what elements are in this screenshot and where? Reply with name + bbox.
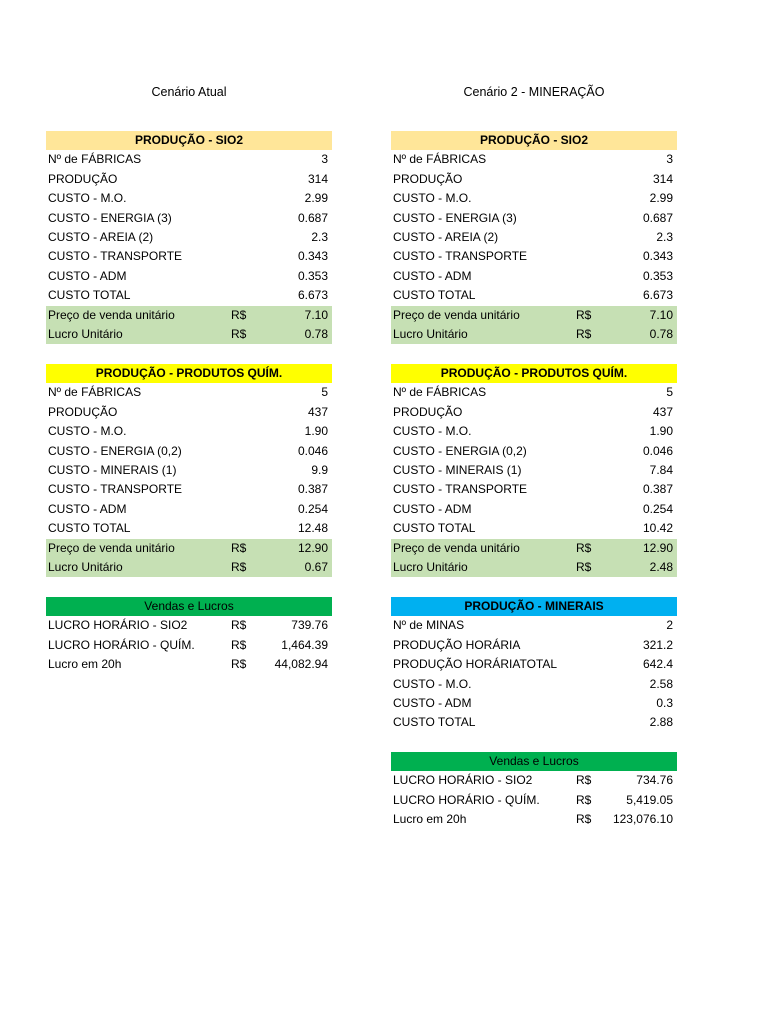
table-row: CUSTO - AREIA (2) 2.3 [393, 229, 673, 244]
table-row: CUSTO TOTAL 12.48 [48, 521, 328, 536]
table-row: CUSTO - M.O. 2.58 [393, 676, 673, 691]
table-row: LUCRO HORÁRIO - SIO2 R$ 739.76 [48, 618, 328, 633]
table-row: CUSTO - MINERAIS (1) 9.9 [48, 462, 328, 477]
table-row: LUCRO HORÁRIO - SIO2 R$ 734.76 [393, 773, 673, 788]
table-row: CUSTO - M.O. 2.99 [393, 191, 673, 206]
table-row: CUSTO - TRANSPORTE 0.387 [48, 482, 328, 497]
sale-price-row: Preço de venda unitário R$ 12.90 [391, 539, 677, 558]
sio2-table-header: PRODUÇÃO - SIO2 [391, 131, 677, 150]
table-row: CUSTO - TRANSPORTE 0.343 [48, 249, 328, 264]
table-row: Lucro em 20h R$ 123,076.10 [393, 812, 673, 827]
chem-table-header: PRODUÇÃO - PRODUTOS QUÍM. [46, 364, 332, 383]
table-row: CUSTO - MINERAIS (1) 7.84 [393, 462, 673, 477]
table-row: Nº de FÁBRICAS 5 [393, 385, 673, 400]
chem-table-header: PRODUÇÃO - PRODUTOS QUÍM. [391, 364, 677, 383]
sales-table-header: Vendas e Lucros [46, 597, 332, 616]
scenario-mining-title: Cenário 2 - MINERAÇÃO [463, 85, 605, 99]
table-row: Lucro em 20h R$ 44,082.94 [48, 657, 328, 672]
unit-profit-row: Lucro Unitário R$ 0.67 [46, 558, 332, 577]
sale-price-row: Preço de venda unitário R$ 7.10 [46, 306, 332, 325]
table-row: PRODUÇÃO HORÁRIATOTAL 642.4 [393, 657, 673, 672]
sale-price-row: Preço de venda unitário R$ 7.10 [391, 306, 677, 325]
table-row: CUSTO - ENERGIA (3) 0.687 [48, 210, 328, 225]
table-row: PRODUÇÃO 437 [393, 404, 673, 419]
table-row: LUCRO HORÁRIO - QUÍM. R$ 1,464.39 [48, 637, 328, 652]
table-row: CUSTO - ENERGIA (0,2) 0.046 [48, 443, 328, 458]
table-row: CUSTO - M.O. 1.90 [393, 424, 673, 439]
minerals-table-header: PRODUÇÃO - MINERAIS [391, 597, 677, 616]
unit-profit-row: Lucro Unitário R$ 0.78 [46, 325, 332, 344]
minerals-production-table-mining [391, 597, 677, 733]
table-row: CUSTO - M.O. 2.99 [48, 191, 328, 206]
table-row: CUSTO TOTAL 6.673 [48, 288, 328, 303]
table-row: CUSTO - ADM 0.3 [393, 695, 673, 710]
sale-price-row: Preço de venda unitário R$ 12.90 [46, 539, 332, 558]
table-row: Nº de FÁBRICAS 3 [48, 152, 328, 167]
table-row: PRODUÇÃO 314 [393, 171, 673, 186]
table-row: CUSTO TOTAL 6.673 [393, 288, 673, 303]
chem-production-table-mining [391, 364, 677, 577]
table-row: CUSTO - ADM 0.254 [48, 501, 328, 516]
table-row: CUSTO TOTAL 10.42 [393, 521, 673, 536]
sio2-production-table-mining [391, 131, 677, 344]
table-row: CUSTO - TRANSPORTE 0.343 [393, 249, 673, 264]
table-row: Nº de FÁBRICAS 3 [393, 152, 673, 167]
unit-profit-row: Lucro Unitário R$ 0.78 [391, 325, 677, 344]
table-row: CUSTO - ENERGIA (0,2) 0.046 [393, 443, 673, 458]
table-row: CUSTO - ADM 0.353 [393, 268, 673, 283]
table-row: CUSTO - M.O. 1.90 [48, 424, 328, 439]
table-row: LUCRO HORÁRIO - QUÍM. R$ 5,419.05 [393, 792, 673, 807]
sales-table-header: Vendas e Lucros [391, 752, 677, 771]
table-row: Nº de FÁBRICAS 5 [48, 385, 328, 400]
sales-profit-table-current [46, 597, 332, 675]
table-row: CUSTO - ENERGIA (3) 0.687 [393, 210, 673, 225]
sio2-table-header: PRODUÇÃO - SIO2 [46, 131, 332, 150]
table-row: Nº de MINAS 2 [393, 618, 673, 633]
table-row: CUSTO - ADM 0.353 [48, 268, 328, 283]
chem-production-table-current [46, 364, 332, 577]
table-row: PRODUÇÃO 437 [48, 404, 328, 419]
table-row: CUSTO - ADM 0.254 [393, 501, 673, 516]
sales-profit-table-mining [391, 752, 677, 830]
table-row: CUSTO TOTAL 2.88 [393, 715, 673, 730]
table-row: PRODUÇÃO HORÁRIA 321.2 [393, 637, 673, 652]
table-row: PRODUÇÃO 314 [48, 171, 328, 186]
table-row: CUSTO - TRANSPORTE 0.387 [393, 482, 673, 497]
table-row: CUSTO - AREIA (2) 2.3 [48, 229, 328, 244]
scenario-current-title: Cenário Atual [151, 85, 227, 99]
unit-profit-row: Lucro Unitário R$ 2.48 [391, 558, 677, 577]
sio2-production-table-current [46, 131, 332, 344]
